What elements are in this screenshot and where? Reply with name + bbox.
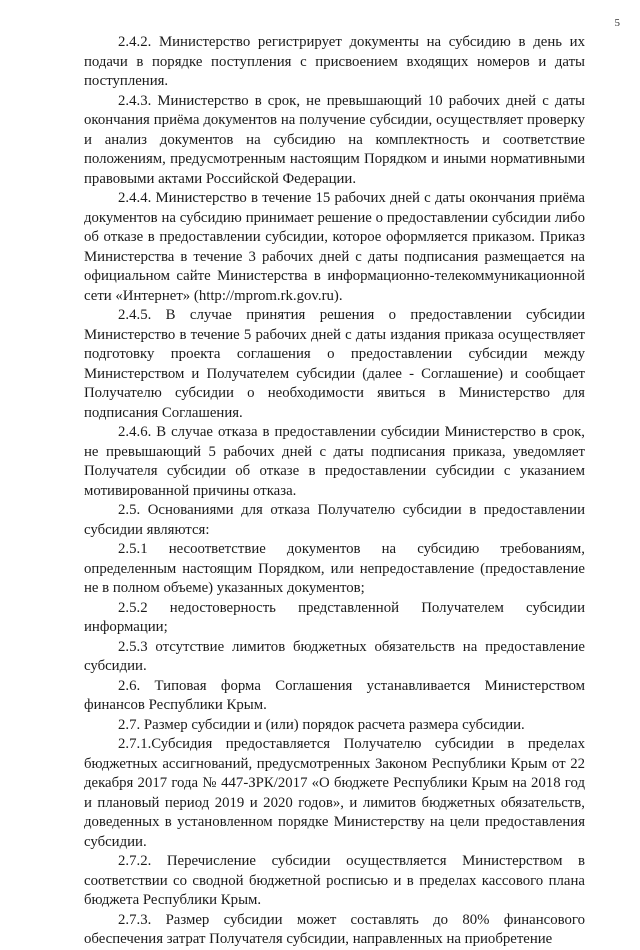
paragraph-2-7-3: 2.7.3. Размер субсидии может составлять до 80% финансового обеспечения затрат Получателя субсидии, направленных на приобретение [84, 911, 585, 947]
paragraph-2-5-1: 2.5.1 несоответствие документов на субсидию требованиям, определенным настоящим Порядком, или непредоставление (предоставление не в полном объеме) указанных документов; [84, 541, 585, 596]
paragraph-2-4-5: 2.4.5. В случае принятия решения о предоставлении субсидии Министерство в течение 5 рабочих дней с даты издания приказа осуществляет подготовку проекта соглашения о предоставлении субсидии между Министерством и Получателем субсидии (далее - Соглашение) и сообщает Получателю субсидии о необходимости явиться в Министерство для подписания Соглашения. [84, 307, 585, 421]
paragraph-2-7: 2.7. Размер субсидии и (или) порядок расчета размера субсидии. [118, 716, 525, 733]
paragraph-2-5-3: 2.5.3 отсутствие лимитов бюджетных обязательств на предоставление субсидии. [84, 638, 585, 674]
document-body [84, 33, 585, 950]
paragraph-2-4-6: 2.4.6. В случае отказа в предоставлении субсидии Министерство в срок, не превышающий 5 рабочих дней с даты подписания приказа, уведомляет Получателя субсидии об отказе в предоставлении субсидии с указанием мотивированной причины отказа. [84, 424, 585, 499]
paragraph-2-6: 2.6. Типовая форма Соглашения устанавливается Министерством финансов Республики Крым. [84, 677, 585, 713]
paragraph-2-5: 2.5. Основаниями для отказа Получателю субсидии в предоставлении субсидии являются: [84, 502, 585, 538]
paragraph-2-7-1: 2.7.1.Субсидия предоставляется Получателю субсидии в пределах бюджетных ассигнований, предусмотренных Законом Республики Крым от 22 декабря 2017 года № 447-ЗРК/2017 «О бюджете Республики Крым на 2018 год и плановый период 2019 и 2020 годов», и лимитов бюджетных обязательств, доведенных в установленном порядке Министерству на цели предоставления субсидии. [84, 736, 585, 850]
paragraph-2-7-2: 2.7.2. Перечисление субсидии осуществляется Министерством в соответствии со сводной бюджетной росписью и в пределах кассового плана бюджета Республики Крым. [84, 853, 585, 908]
paragraph-2-4-4: 2.4.4. Министерство в течение 15 рабочих дней с даты окончания приёма документов на субсидию принимает решение о предоставлении субсидии либо об отказе в предоставлении субсидии, которое оформляется приказом. Приказ Министерства в течение 3 рабочих дней с даты подписания размещается на официальном сайте Министерства в информационно-телекоммуникационной сети «Интернет» (http://mprom.rk.gov.ru). [84, 190, 585, 304]
paragraph-2-4-2: 2.4.2. Министерство регистрирует документы на субсидию в день их подачи в порядке поступления с присвоением входящих номеров и даты поступления. [84, 34, 585, 89]
page-number: 5 [614, 17, 620, 29]
paragraph-2-5-2: 2.5.2 недостоверность представленной Получателем субсидии информации; [84, 599, 585, 635]
paragraph-2-4-3: 2.4.3. Министерство в срок, не превышающий 10 рабочих дней с даты окончания приёма документов на получение субсидии, осуществляет проверку и анализ документов на субсидию на комплектность и соответствие положениям, предусмотренным настоящим Порядком и иными нормативными правовыми актами Российской Федерации. [84, 92, 585, 187]
